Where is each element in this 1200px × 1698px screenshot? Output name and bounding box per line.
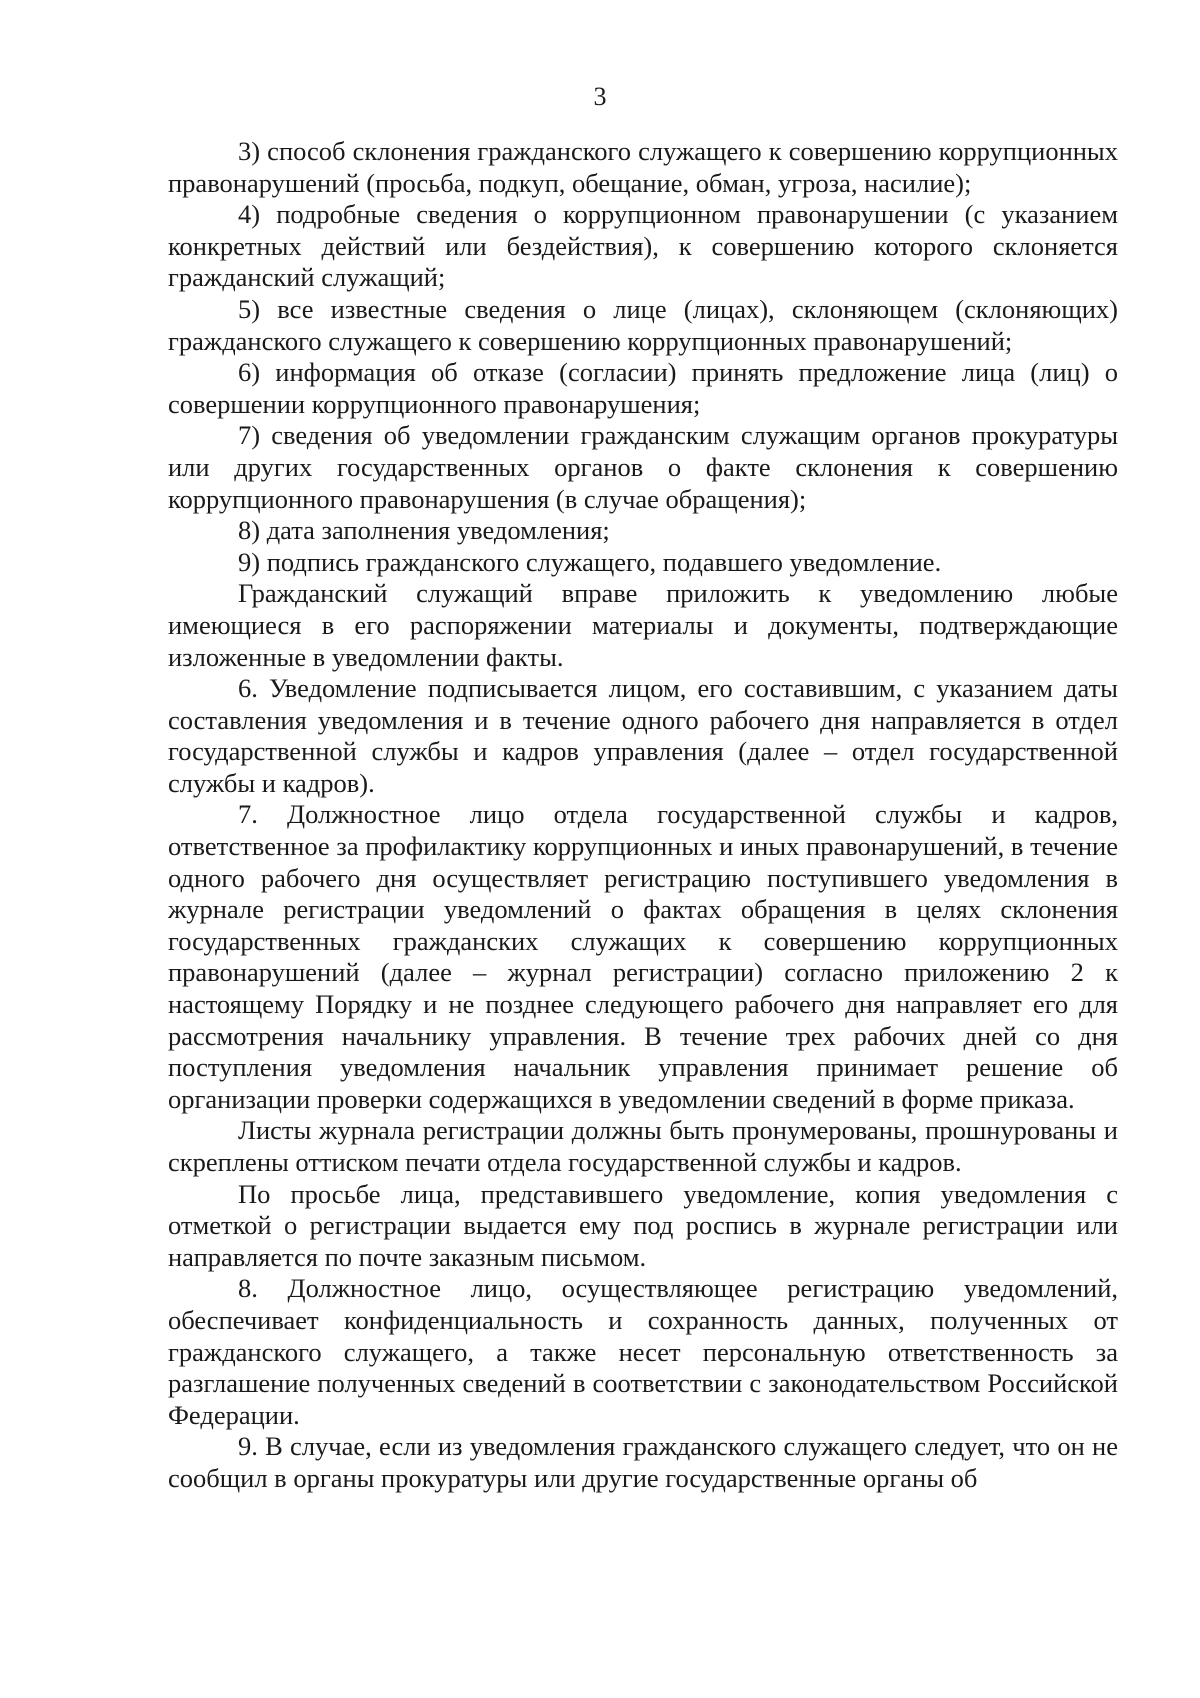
paragraph-item-7: 7) сведения об уведомлении гражданским служащим органов прокуратуры или других государственных органов о факте склонения к совершению коррупционного правонарушения (в случае обращения); (168, 420, 1118, 514)
paragraph-clause-7: 7. Должностное лицо отдела государственной службы и кадров, ответственное за профилактику коррупционных и иных правонарушений, в течение одного рабочего дня осуществляет регистрацию поступившего уведомления в журнале регистрации уведомлений о фактах обращения в целях склонения государственных гражданских служащих к совершению коррупционных правонарушений (далее – журнал регистрации) согласно приложению 2 к настоящему Порядку и не позднее следующего рабочего дня направляет его для рассмотрения начальнику управления. В течение трех рабочих дней со дня поступления уведомления начальник управления принимает решение об организации проверки содержащихся в уведомлении сведений в форме приказа. (168, 799, 1118, 1114)
paragraph-attachments: Гражданский служащий вправе приложить к уведомлению любые имеющиеся в его распоряжении материалы и документы, подтверждающие изложенные в уведомлении факты. (168, 578, 1118, 672)
document-body (168, 136, 1118, 1495)
paragraph-item-5: 5) все известные сведения о лице (лицах), склоняющем (склоняющих) гражданского служащего к совершению коррупционных правонарушений; (168, 293, 1118, 356)
paragraph-item-4: 4) подробные сведения о коррупционном правонарушении (с указанием конкретных действий или бездействия), к совершению которого склоняется гражданский служащий; (168, 199, 1118, 293)
page-number: 3 (593, 82, 607, 111)
paragraph-journal-sheets: Листы журнала регистрации должны быть пронумерованы, прошнурованы и скреплены оттиском печати отдела государственной службы и кадров. (168, 1115, 1118, 1177)
paragraph-clause-6: 6. Уведомление подписывается лицом, его составившим, с указанием даты составления уведомления и в течение одного рабочего дня направляется в отдел государственной службы и кадров управления (далее – отдел государственной службы и кадров). (168, 673, 1118, 798)
paragraph-item-3: 3) способ склонения гражданского служащего к совершению коррупционных правонарушений (просьба, подкуп, обещание, обман, угроза, насилие); (168, 136, 1118, 198)
paragraph-item-6: 6) информация об отказе (согласии) принять предложение лица (лиц) о совершении коррупционного правонарушения; (168, 357, 1118, 419)
paragraph-copy-request: По просьбе лица, представившего уведомление, копия уведомления с отметкой о регистрации выдается ему под роспись в журнале регистрации или направляется по почте заказным письмом. (168, 1178, 1118, 1272)
paragraph-clause-9: 9. В случае, если из уведомления гражданского служащего следует, что он не сообщил в органы прокуратуры или другие государственные органы об (168, 1431, 1118, 1493)
paragraph-clause-8: 8. Должностное лицо, осуществляющее регистрацию уведомлений, обеспечивает конфиденциальность и сохранность данных, полученных от гражданского служащего, а также несет персональную ответственность за разглашение полученных сведений в соответствии с законодательством Российской Федерации. (168, 1273, 1118, 1430)
paragraph-item-9: 9) подпись гражданского служащего, подавшего уведомление. (238, 546, 942, 577)
paragraph-item-8: 8) дата заполнения уведомления; (238, 515, 610, 546)
